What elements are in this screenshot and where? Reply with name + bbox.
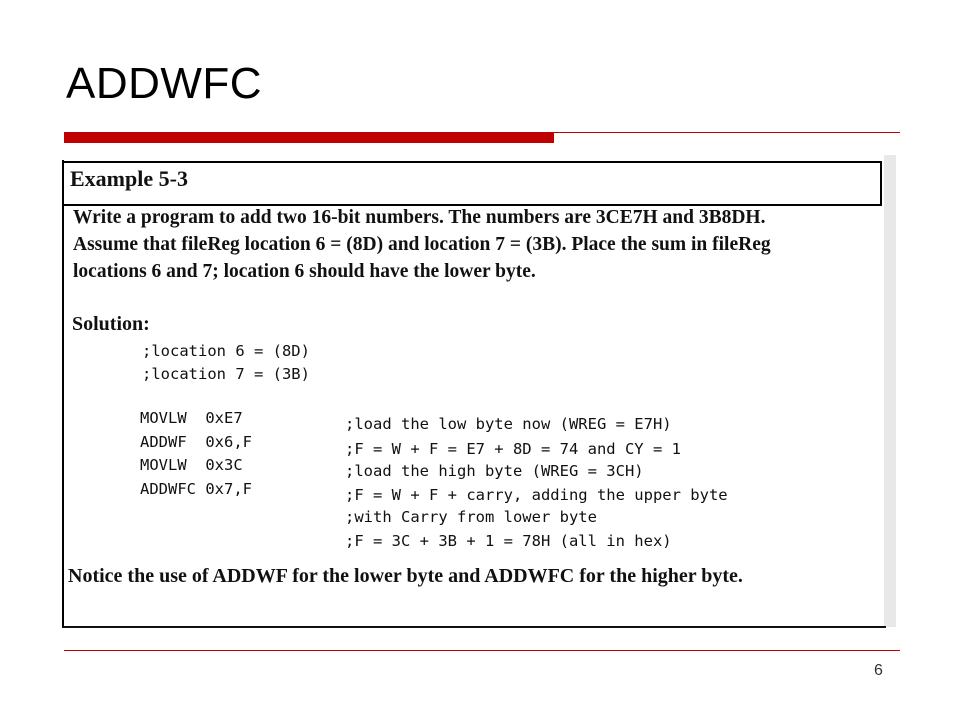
code-instruction: MOVLW 0x3C (140, 456, 243, 474)
problem-line: Write a program to add two 16-bit numbers. The numbers are 3CE7H and 3B8DH. (73, 207, 766, 228)
code-instruction: ADDWFC 0x7,F (140, 480, 252, 498)
code-comment: ;F = 3C + 3B + 1 = 78H (all in hex) (345, 532, 672, 550)
problem-line: Assume that fileReg location 6 = (8D) and location 7 = (3B). Place the sum in fileReg (73, 234, 771, 255)
code-comment: ;with Carry from lower byte (345, 508, 597, 526)
page-number: 6 (874, 662, 883, 679)
problem-line: locations 6 and 7; location 6 should have the lower byte. (73, 261, 536, 282)
solution-label: Solution: (72, 313, 150, 335)
code-comment: ;load the low byte now (WREG = E7H) (345, 415, 672, 433)
setup-comment: ;location 7 = (3B) (142, 365, 310, 383)
problem-statement (73, 204, 883, 285)
slide-title: ADDWFC (66, 59, 263, 108)
code-comment: ;F = W + F + carry, adding the upper byte (345, 486, 728, 504)
title-divider-thick (64, 132, 554, 143)
code-instruction: ADDWF 0x6,F (140, 433, 252, 451)
footer-divider (64, 650, 900, 651)
example-header: Example 5-3 (70, 166, 188, 191)
notice-text: Notice the use of ADDWF for the lower byte and ADDWFC for the higher byte. (68, 565, 743, 587)
code-comment: ;load the high byte (WREG = 3CH) (345, 462, 644, 480)
code-instruction: MOVLW 0xE7 (140, 409, 243, 427)
setup-comment: ;location 6 = (8D) (142, 342, 310, 360)
code-comment: ;F = W + F = E7 + 8D = 74 and CY = 1 (345, 440, 681, 458)
